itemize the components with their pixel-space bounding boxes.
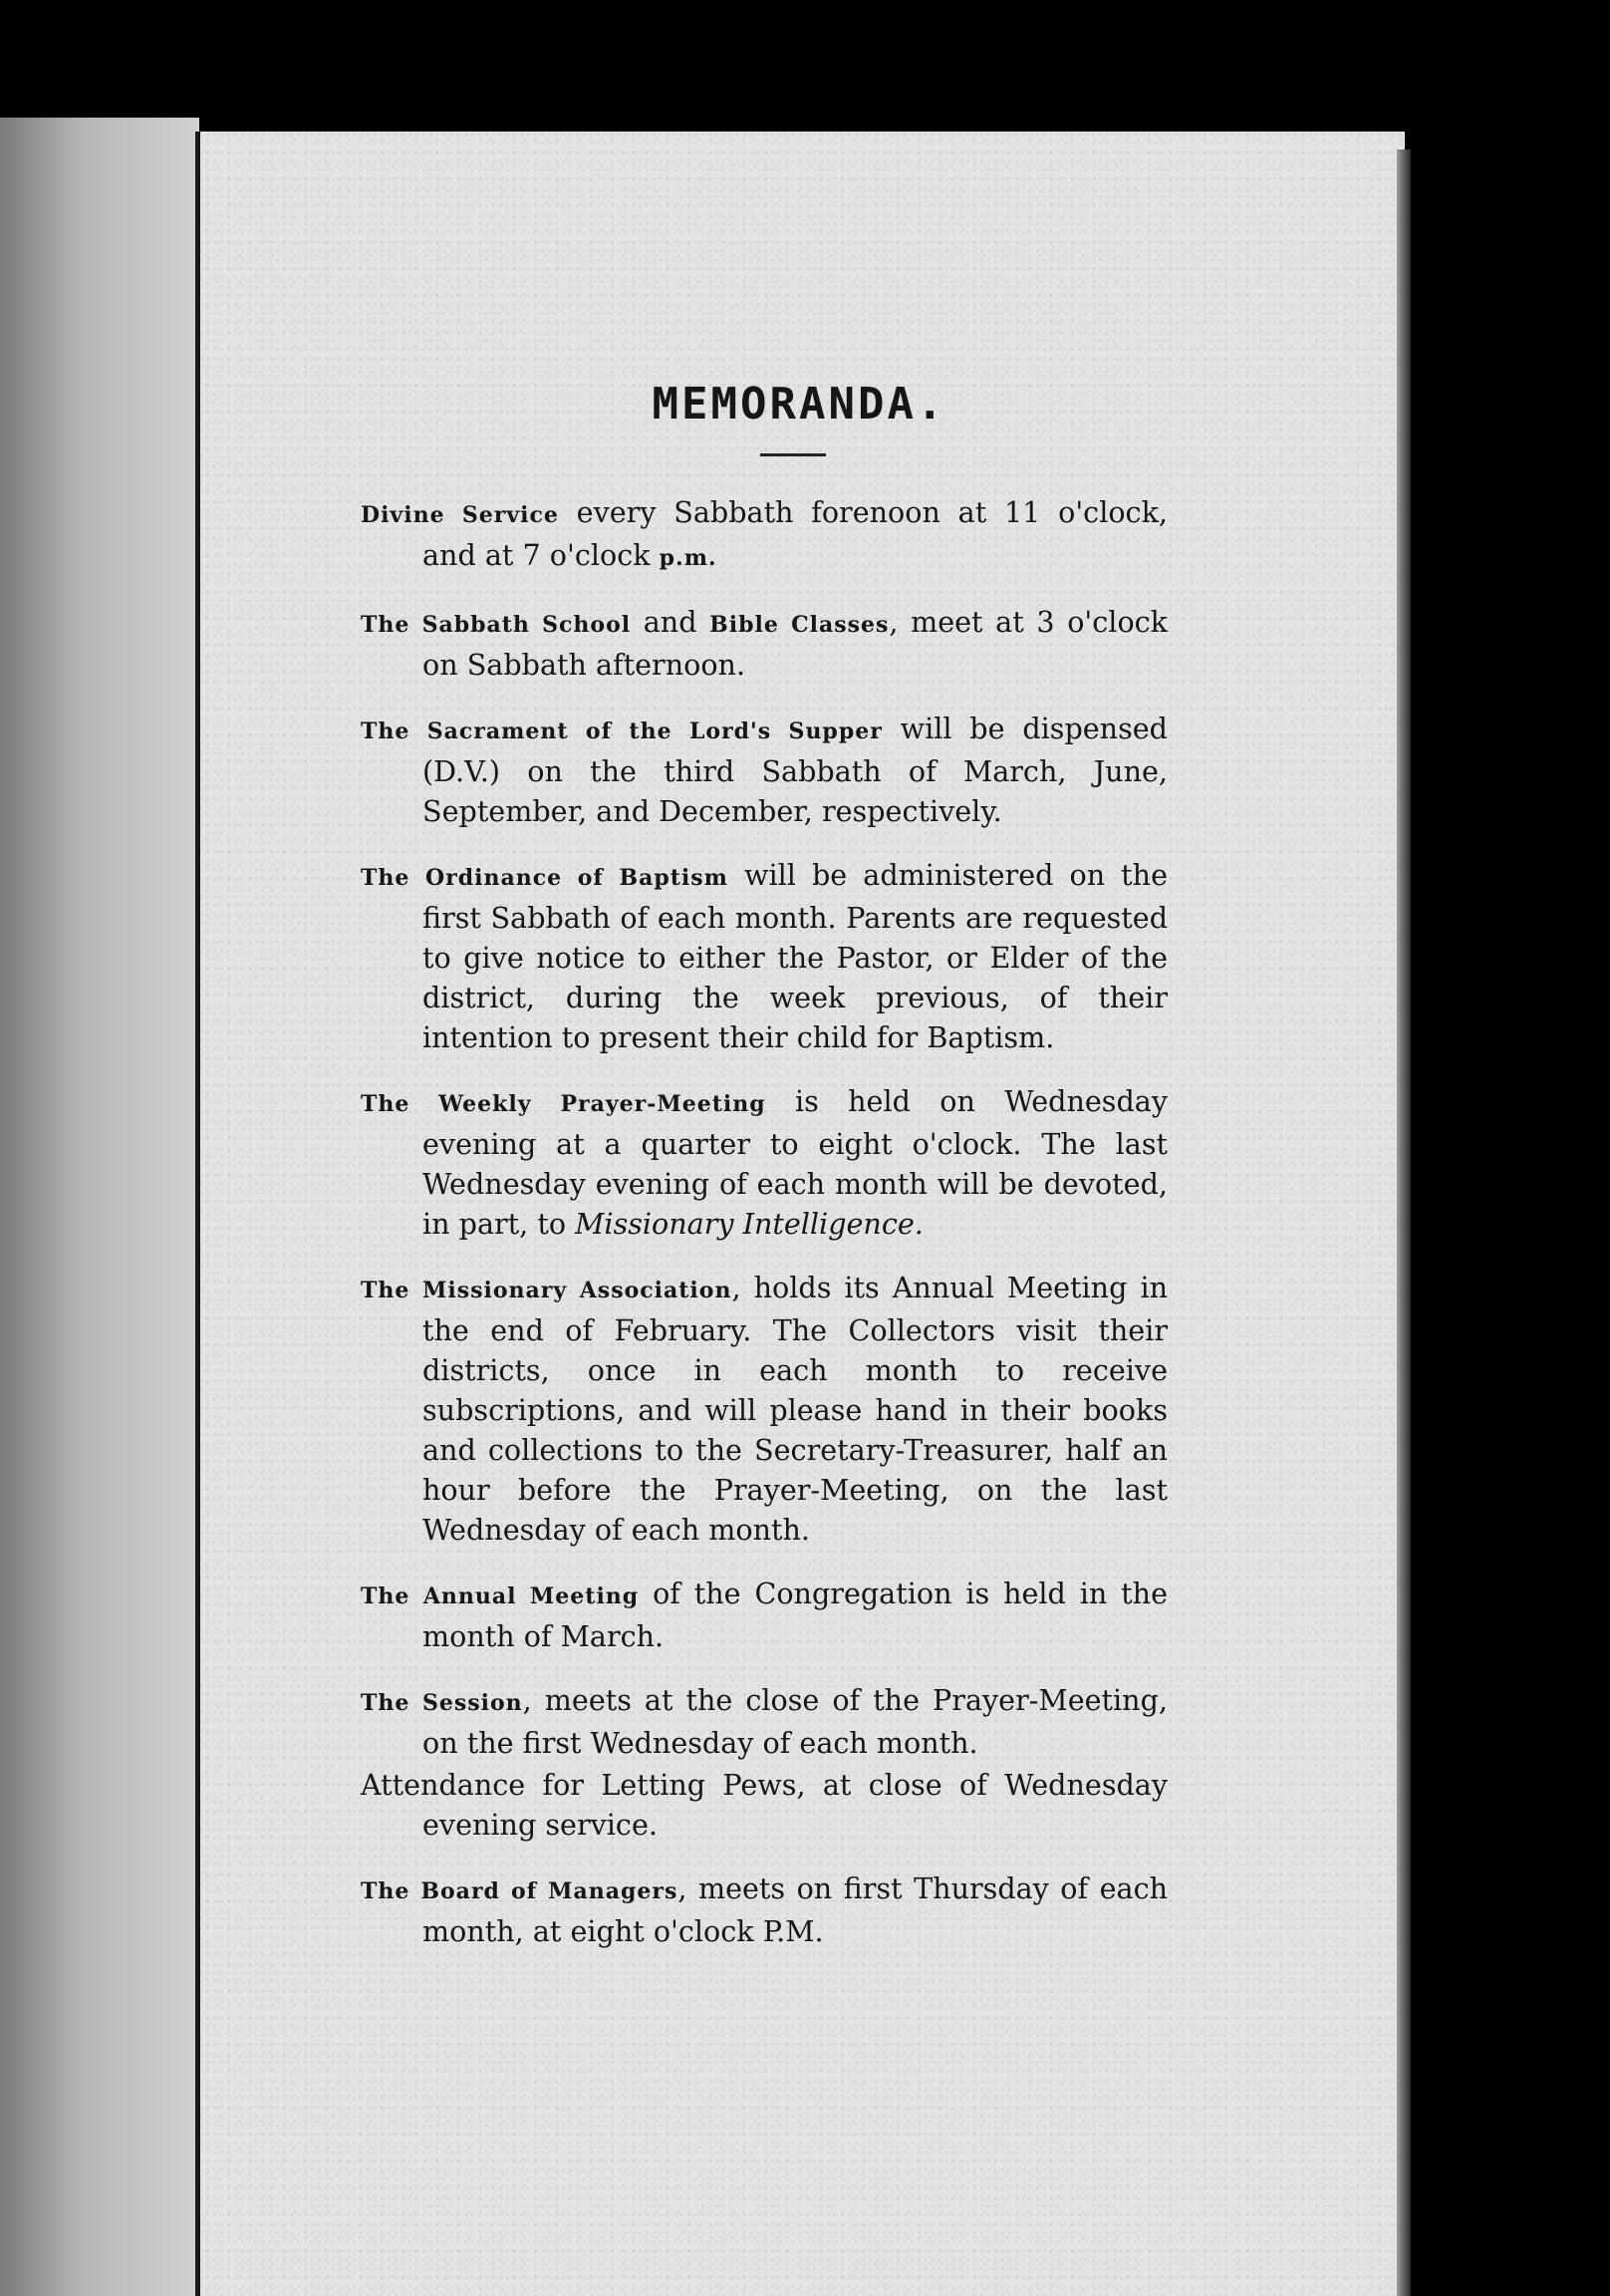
entry-tail: p.m. [659,545,717,571]
entry-text: , holds its Annual Meeting in the end of February. The Collectors visit their districts, once in each month to receive subscriptions, and will please hand in their books and collections to the Secretary-Treasurer, half an hour before the Prayer-Meeting, on the last Wednesday of each month. [422,1271,1169,1547]
entry-prayer-meeting [361,1081,1168,1244]
entry-lead: The Sacrament of the Lord's Supper [361,718,883,744]
entry-lead: The Annual Meeting [361,1583,640,1609]
title-rule [760,453,826,456]
entry-letting-pews [361,1765,1168,1845]
entry-annual-meeting [361,1574,1168,1656]
entry-divine-service [361,492,1168,578]
entry-end: . [914,1207,924,1241]
facing-page-edge [0,118,199,2296]
entry-connector: and [631,605,710,639]
entry-board-of-managers [361,1868,1168,1951]
entry-lead: The Weekly Prayer-Meeting [361,1091,766,1117]
entry-lead: The Ordinance of Baptism [361,865,728,891]
entry-lead: The Missionary Association [361,1278,732,1303]
entry-lead-2: Bible Classes [709,612,890,638]
entry-lead: The Sabbath School [361,612,632,638]
entry-text: will be dispensed (D.V.) on the third Sabbath of March, June, September, and December, respectively. [422,712,1168,828]
binding-spine [195,132,200,2296]
memoranda-content [361,379,1168,1975]
entry-text: , meet at 3 o'clock on Sabbath afternoon. [422,605,1168,682]
entry-text: every Sabbath forenoon at 11 o'clock, and at 7 o'clock [422,495,1168,572]
entry-session [361,1680,1168,1763]
entry-italic: Missionary Intelligence [575,1207,915,1241]
entry-lead: Divine Service [361,502,559,528]
entry-text: will be administered on the first Sabbath of each month. Parents are requested to give notice to either the Pastor, or Elder of the district, during the week previous, of their intention to present their child for Baptism. [422,858,1168,1054]
page-right-edge [1397,149,1411,2296]
page-title: MEMORANDA. [652,379,946,430]
entry-text: of the Congregation is held in the month of March. [422,1577,1169,1653]
entry-missionary-association [361,1268,1168,1550]
entry-text: , meets on first Thursday of each month, at eight o'clock P.M. [422,1871,1168,1948]
entry-sacrament [361,709,1168,831]
entry-lead: The Board of Managers [361,1878,678,1904]
entry-lead: The Session [361,1690,523,1716]
entry-text: Attendance for Letting Pews, at close of Wednesday evening service. [361,1768,1168,1842]
entry-text: is held on Wednesday evening at a quarter to eight o'clock. The last Wednesday evening of each month will be devoted, in part, to [422,1084,1168,1241]
entry-baptism [361,855,1168,1057]
entry-text: , meets at the close of the Prayer-Meeting, on the first Wednesday of each month. [422,1683,1168,1760]
entry-sabbath-school [361,602,1168,685]
